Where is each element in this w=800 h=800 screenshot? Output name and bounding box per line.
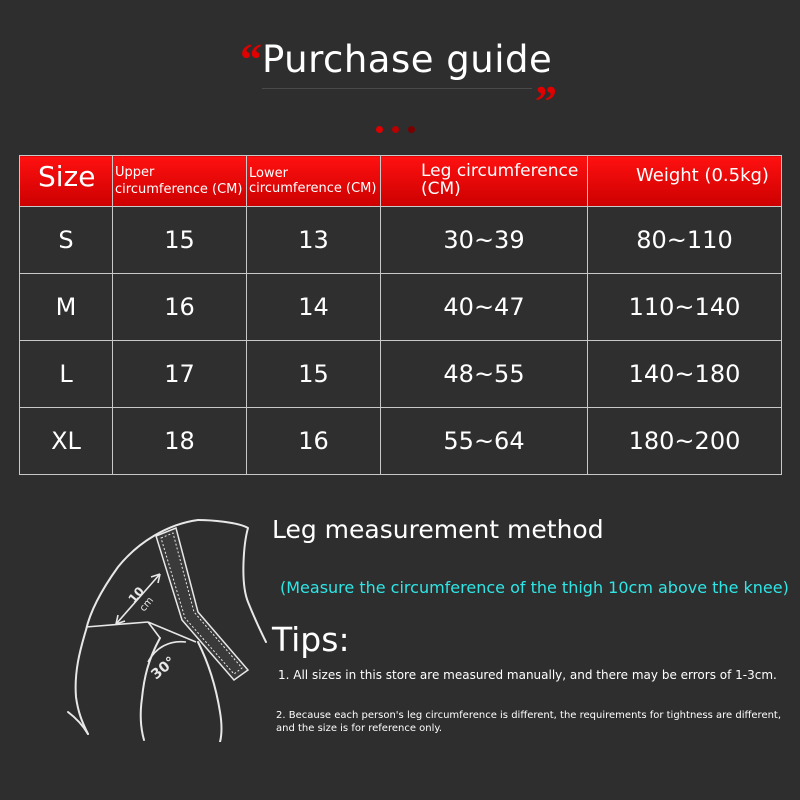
cell-leg: 48~55 <box>381 341 588 408</box>
cell-weight: 180~200 <box>588 408 782 475</box>
dot-2 <box>392 126 399 133</box>
measurement-method-title: Leg measurement method <box>272 515 604 544</box>
cell-weight: 80~110 <box>588 207 782 274</box>
header-weight: Weight (0.5kg) <box>588 156 782 207</box>
cell-upper: 15 <box>113 207 247 274</box>
cell-leg: 40~47 <box>381 274 588 341</box>
dot-3 <box>408 126 415 133</box>
cell-upper: 18 <box>113 408 247 475</box>
table-row <box>20 341 782 408</box>
cell-size: S <box>20 207 113 274</box>
table-row <box>20 207 782 274</box>
cell-lower: 16 <box>247 408 381 475</box>
tip-item-2: 2. Because each person's leg circumference is different, the requirements for tightness are different, and the size is for reference only. <box>276 710 782 734</box>
cell-weight: 140~180 <box>588 341 782 408</box>
close-quote-mark: ” <box>535 77 557 126</box>
angle-label: 30° <box>148 653 179 684</box>
cell-size: L <box>20 341 113 408</box>
knee-outline <box>141 638 160 740</box>
distance-label: 10 <box>125 584 148 606</box>
cell-lower: 13 <box>247 207 381 274</box>
header-upper-circumference: Upper circumference (CM) <box>113 156 247 207</box>
size-chart-table <box>19 155 782 475</box>
page-title: Purchase guide <box>262 38 553 81</box>
cell-leg: 30~39 <box>381 207 588 274</box>
table-header-row <box>20 156 782 207</box>
header-lower-circumference: Lower circumference (CM) <box>247 156 381 207</box>
cell-upper: 17 <box>113 341 247 408</box>
cell-lower: 14 <box>247 274 381 341</box>
cell-size: XL <box>20 408 113 475</box>
table-row <box>20 408 782 475</box>
knee-measurement-illustration <box>48 512 270 742</box>
title-section <box>0 30 800 130</box>
tips-title: Tips: <box>272 620 350 659</box>
cell-weight: 110~140 <box>588 274 782 341</box>
header-leg-circumference: Leg circumference (CM) <box>381 156 588 207</box>
title-divider <box>262 88 532 89</box>
open-quote-mark: “ <box>240 35 262 84</box>
tip-item-1: 1. All sizes in this store are measured manually, and there may be errors of 1-3cm. <box>278 668 777 682</box>
measurement-note: (Measure the circumference of the thigh 10cm above the knee) <box>280 578 789 597</box>
dot-1 <box>376 126 383 133</box>
decorative-dots <box>376 118 424 128</box>
header-size: Size <box>20 156 113 207</box>
cell-lower: 15 <box>247 341 381 408</box>
cell-upper: 16 <box>113 274 247 341</box>
cell-size: M <box>20 274 113 341</box>
table-row <box>20 274 782 341</box>
cell-leg: 55~64 <box>381 408 588 475</box>
calf-line <box>68 712 88 734</box>
distance-unit: cm <box>137 595 157 614</box>
